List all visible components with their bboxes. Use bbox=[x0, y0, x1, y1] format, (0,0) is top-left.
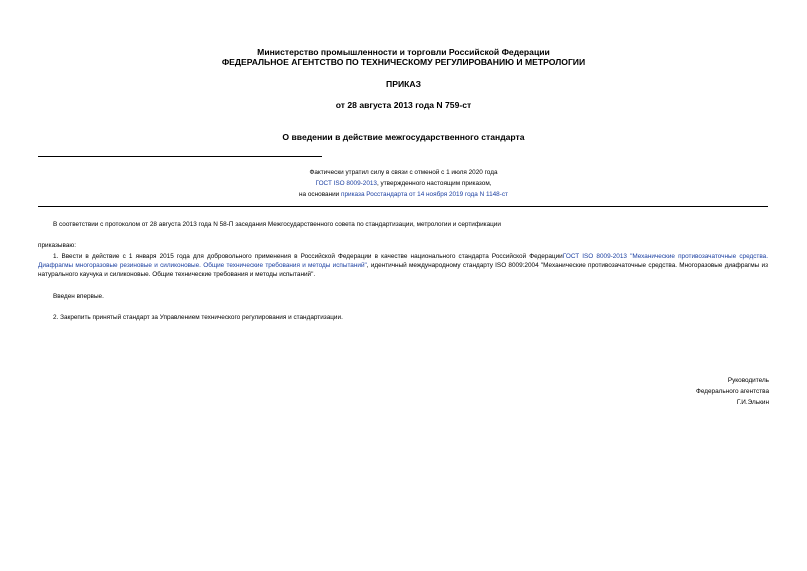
order-word: приказываю: bbox=[38, 242, 76, 249]
status-note-line3-prefix: на основании bbox=[299, 191, 342, 198]
status-note-line2-rest: , утвержденного настоящим приказом, bbox=[376, 180, 492, 187]
signature-title2: Федерального агентства bbox=[695, 388, 769, 395]
preamble-text: В соответствии с протоколом от 28 августа 2013 года N 58-П заседания Межгосударственного совета по стандартизации, метрологии и сертификации bbox=[53, 221, 501, 228]
item1-prefix: 1. Ввести в действие с 1 января 2015 года для добровольного применения в Российской Федерации в качестве национального стандарта Российской Федерации bbox=[53, 253, 563, 260]
gost-link-status[interactable]: ГОСТ ISO 8009-2013 bbox=[315, 180, 377, 187]
document-subject: О введении в действие межгосударственного стандарта bbox=[282, 132, 525, 142]
item1-paragraph bbox=[38, 252, 768, 279]
document-date-number: от 28 августа 2013 года N 759-ст bbox=[335, 100, 472, 110]
status-note-line3 bbox=[0, 190, 807, 199]
divider-short bbox=[38, 156, 322, 157]
divider-long bbox=[38, 206, 768, 207]
status-note-line1: Фактически утратил силу в связи с отменой с 1 июля 2020 года bbox=[309, 169, 498, 176]
document-type: ПРИКАЗ bbox=[386, 79, 421, 89]
ministry-name: Министерство промышленности и торговли Российской Федерации bbox=[257, 47, 550, 57]
agency-name: ФЕДЕРАЛЬНОЕ АГЕНТСТВО ПО ТЕХНИЧЕСКОМУ РЕГУЛИРОВАНИЮ И МЕТРОЛОГИИ bbox=[221, 57, 586, 67]
signature-title1: Руководитель bbox=[727, 377, 769, 384]
rosstandart-order-link[interactable]: приказа Росстандарта от 14 ноября 2019 года N 1148-ст bbox=[341, 191, 508, 198]
signature-name: Г.И.Элькин bbox=[736, 399, 769, 406]
gost-link-item1[interactable]: ГОСТ ISO 8009-2013 "Механические противозачаточные средства. Диафрагмы многоразовые резиновые и силиконовые. Общие технические требования и методы испытаний" bbox=[38, 253, 768, 269]
item2-paragraph: 2. Закрепить принятый стандарт за Управлением технического регулирования и стандартизации. bbox=[53, 314, 343, 321]
first-time-note: Введен впервые. bbox=[53, 293, 104, 300]
status-note-line2 bbox=[0, 179, 807, 188]
item1-suffix: , идентичный международному стандарту ISO 8009:2004 "Механические противозачаточные средства. Многоразовые диафрагмы из натурального каучука и силиконовые. Общие технические требования и методы испытаний". bbox=[38, 262, 769, 278]
